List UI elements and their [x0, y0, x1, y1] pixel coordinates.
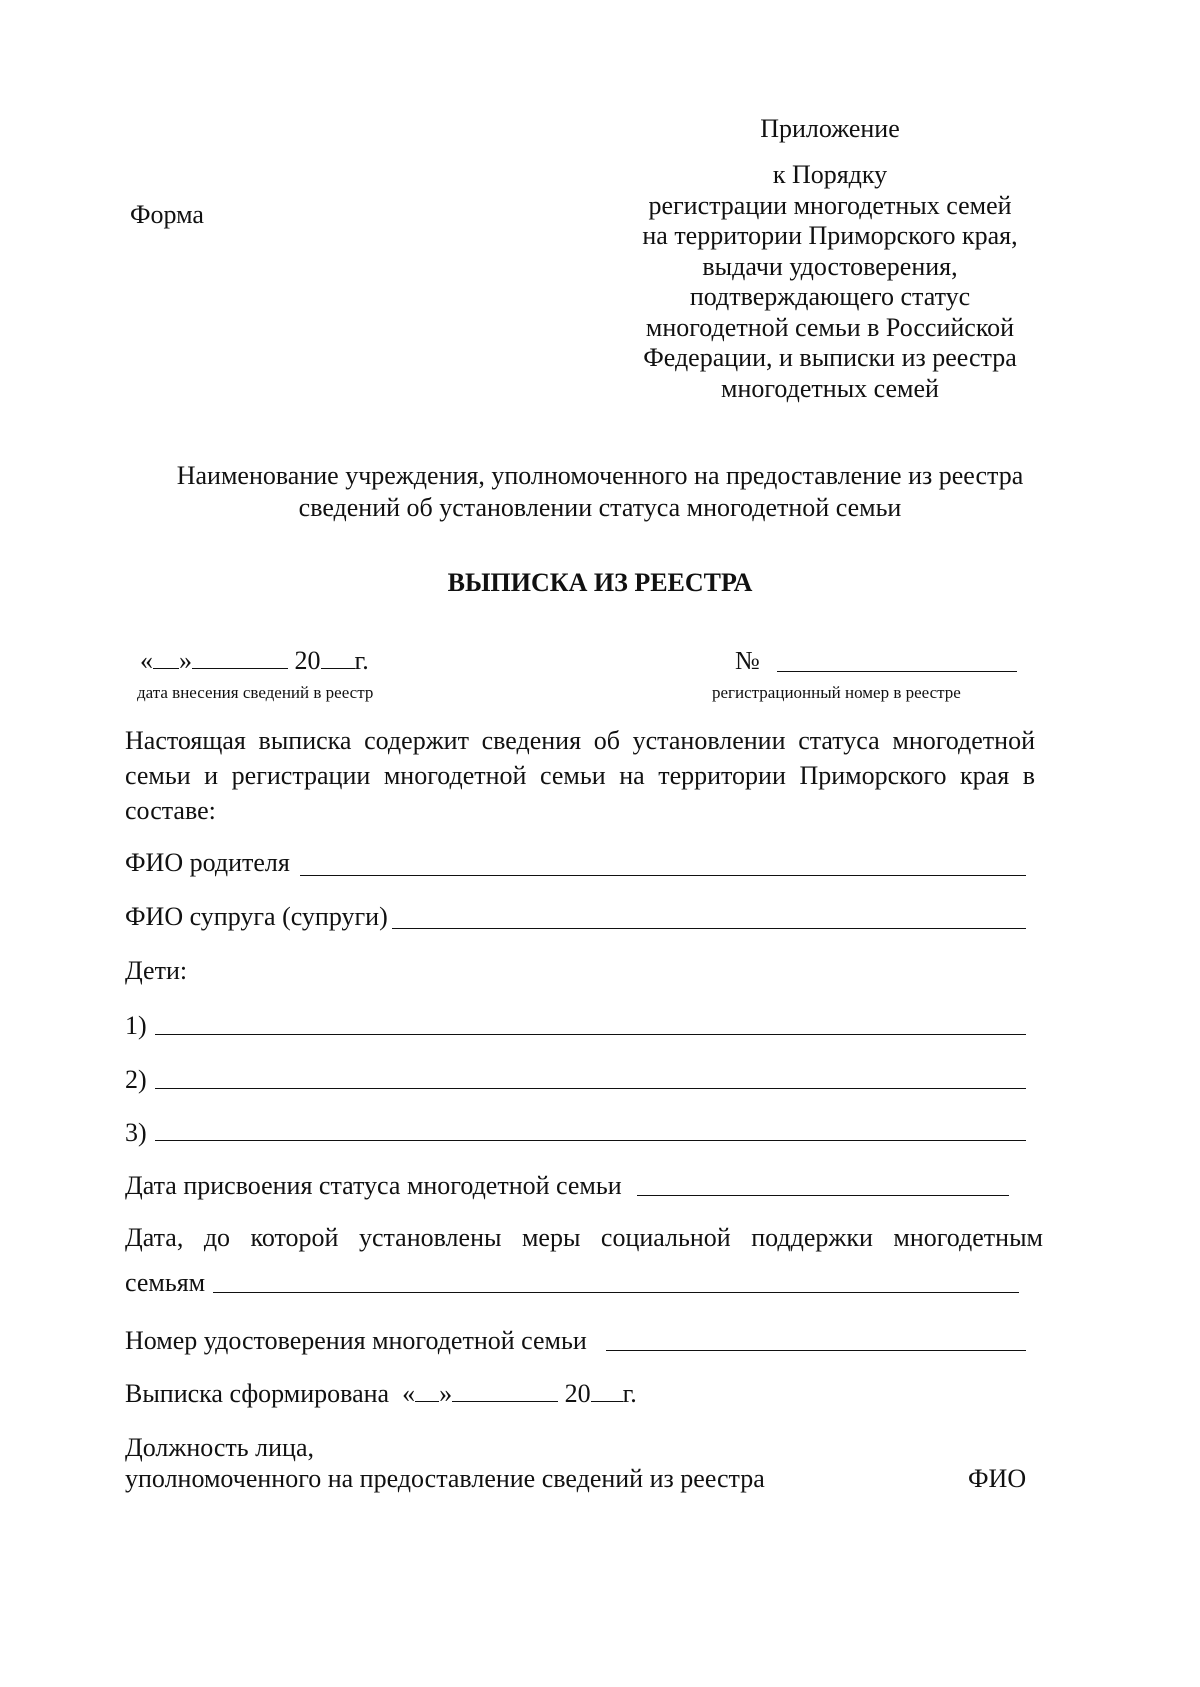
certificate-label: Номер удостоверения многодетной семьи: [125, 1326, 587, 1355]
position-line: уполномоченного на предоставление сведений из реестра: [125, 1464, 765, 1493]
year-blank[interactable]: [321, 668, 355, 669]
signatory-position: [125, 1432, 765, 1494]
formed-label: Выписка сформирована: [125, 1379, 390, 1408]
appendix-line: подтверждающего статус: [689, 282, 971, 311]
appendix-line: многодетных семей: [721, 373, 939, 403]
child-3-number: 3): [125, 1118, 147, 1147]
formed-year-blank[interactable]: [591, 1401, 623, 1402]
appendix-line: регистрации многодетных семей: [648, 190, 1012, 220]
month-blank[interactable]: [192, 668, 288, 669]
appendix-reference: [600, 160, 1060, 404]
number-caption: регистрационный номер в реестре: [712, 683, 961, 702]
day-blank[interactable]: [153, 668, 179, 669]
quote-open: «: [140, 646, 153, 675]
form-label: Форма: [130, 200, 204, 229]
spouse-label: ФИО супруга (супруги): [125, 902, 388, 931]
institution-line: сведений об установлении статуса многодетной семьи: [298, 493, 902, 522]
date-caption: дата внесения сведений в реестр: [137, 683, 374, 702]
number-symbol: №: [735, 646, 760, 675]
support-date-blank[interactable]: [213, 1292, 1019, 1293]
formed-day-blank[interactable]: [415, 1401, 439, 1402]
children-label: Дети:: [125, 956, 188, 985]
status-date-label: Дата присвоения статуса многодетной семьи: [125, 1171, 622, 1200]
institution-line: Наименование учреждения, уполномоченного на предоставление из реестра: [176, 461, 1024, 490]
year-prefix: 20: [294, 646, 321, 675]
parent-label: ФИО родителя: [125, 848, 290, 877]
status-date-blank[interactable]: [637, 1195, 1009, 1196]
formed-year-suffix: г.: [622, 1379, 637, 1408]
quote-open: «: [402, 1379, 416, 1408]
formed-date-field: [125, 1378, 637, 1410]
support-date-text: Дата, до которой установлены меры социальной поддержки многодетным: [125, 1223, 1043, 1252]
quote-close: »: [179, 646, 192, 675]
appendix-line: к Порядку: [772, 160, 888, 189]
appendix-line: Федерации, и выписки из реестра: [643, 343, 1017, 372]
child-1-number: 1): [125, 1011, 147, 1040]
formed-year-prefix: 20: [564, 1379, 591, 1408]
institution-name: [100, 460, 1100, 524]
appendix-line: многодетной семьи в Российской: [645, 312, 1015, 342]
registration-number-blank[interactable]: [777, 671, 1017, 672]
spouse-name-blank[interactable]: [392, 928, 1026, 929]
support-date-label-end: семьям: [125, 1268, 206, 1297]
year-suffix: г.: [354, 646, 369, 675]
intro-paragraph: Настоящая выписка содержит сведения об установлении статуса многодетной семьи и регистрации многодетной семьи на территории Приморского края в составе:: [125, 726, 1035, 825]
quote-close: »: [439, 1379, 453, 1408]
child-3-blank[interactable]: [155, 1140, 1026, 1141]
formed-month-blank[interactable]: [452, 1401, 558, 1402]
appendix-line: выдачи удостоверения,: [702, 251, 958, 281]
document-title: ВЫПИСКА ИЗ РЕЕСТРА: [447, 568, 753, 597]
child-2-number: 2): [125, 1065, 147, 1094]
child-2-blank[interactable]: [155, 1088, 1026, 1089]
registry-date-field: [140, 645, 369, 677]
parent-name-blank[interactable]: [300, 875, 1026, 876]
position-line: Должность лица,: [125, 1433, 314, 1462]
support-date-line: [125, 1222, 1043, 1254]
child-1-blank[interactable]: [155, 1034, 1026, 1035]
appendix-title: Приложение: [760, 114, 900, 143]
certificate-number-blank[interactable]: [606, 1350, 1026, 1351]
appendix-line: на территории Приморского края,: [642, 221, 1018, 250]
signatory-fio: ФИО: [968, 1464, 1027, 1493]
